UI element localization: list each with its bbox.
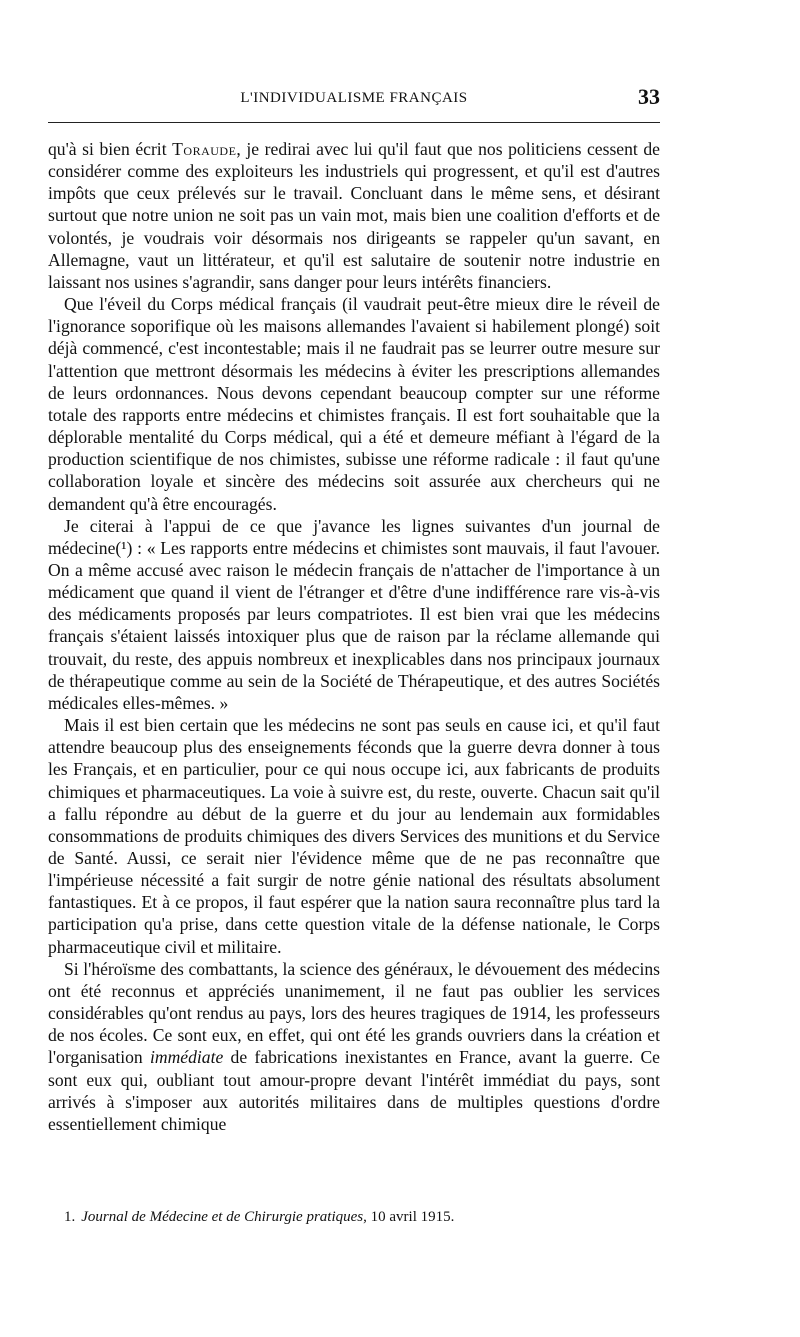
footnote-number: 1. [64, 1209, 76, 1225]
body-text [48, 138, 660, 1135]
paragraph-5: Si l'héroïsme des combattants, la science des généraux, le dévouement des médecins ont été reconnus et appréciés unanimement, il ne faut pas oublier les services considérables qu'ont rendus au pays, lors des heures tragiques de 1914, les professeurs de nos écoles. Ce sont eux, en effet, qui ont été les grands ouvriers dans la création et l'organisation immédiate de fabrications inexistantes en France, avant la guerre. Ce sont eux qui, oubliant tout amour-propre devant l'intérêt immédiat du pays, sont arrivés à s'imposer aux autorités militaires dans de multiples questions d'ordre essentiellement chimique [48, 958, 660, 1134]
footnote [64, 1207, 660, 1227]
paragraph-4: Mais il est bien certain que les médecins ne sont pas seuls en cause ici, et qu'il faut attendre beaucoup plus des enseignements féconds que la guerre devra donner à tous les Français, et en particulier, pour ce qui nous occupe ici, aux fabricants de produits chimiques et pharmaceutiques. La voie à suivre est, du reste, ouverte. Chacun sait qu'il a fallu répondre au début de la guerre et du jour au lendemain aux formidables consommations de produits chimiques des divers Services des munitions et du Service de Santé. Aussi, ce serait nier l'évidence même que de ne pas reconnaître que l'impérieuse nécessité a fait surgir de notre génie national des résultats absolument fantastiques. Et à ce propos, il faut espérer que la nation saura reconnaître plus tard la participation qu'a prise, dans cette question vitale de la défense nationale, le Corps pharmaceutique civil et militaire. [48, 715, 660, 957]
running-title: L'INDIVIDUALISME FRANÇAIS [240, 90, 468, 106]
footnote-reference: (¹) [115, 537, 133, 558]
footnote-journal-title: Journal de Médecine et de Chirurgie pratiques [81, 1209, 364, 1225]
header-rule [48, 122, 660, 123]
emphasis: immédiate [149, 1047, 224, 1068]
author-name: Toraude [172, 139, 237, 159]
paragraph-1: qu'à si bien écrit Toraude, je redirai avec lui qu'il faut que nos politiciens cessent de considérer comme des exploiteurs les industriels qui progressent, et qu'il est d'autres impôts que ceux prélevés sur le travail. Concluant dans le même sens, et désirant surtout que notre union ne soit pas un vain mot, mais bien une coalition d'efforts et de volontés, je voudrais voir désormais nos dirigeants se rappeler qu'un savant, en Allemagne, vaut un littérateur, et qu'il est salutaire de soutenir notre industrie en laissant nos usines s'agrandir, sans danger pour leurs intérêts financiers. [48, 139, 660, 292]
paragraph-3: Je citerai à l'appui de ce que j'avance les lignes suivantes d'un journal de médecine(¹) : « Les rapports entre médecins et chimistes sont mauvais, il faut l'avouer. On a même accusé avec raison le médecin français de n'attacher de l'importance à un médicament que quand il vient de l'étranger et d'être d'une indifférence rare vis-à-vis des médicaments proposés par leurs compatriotes. Il est bien vrai que les médecins français s'étaient laissés intoxiquer plus que de raison par la réclame allemande qui trouvait, du reste, des appuis nombreux et inexplicables dans nos principaux journaux de thérapeutique comme au sein de la Société de Thérapeutique, et des autres Sociétés médicales elles-mêmes. » [48, 515, 660, 713]
page-header [48, 84, 660, 116]
page-number: 33 [638, 84, 660, 109]
footnote-date: , 10 avril 1915. [363, 1209, 455, 1225]
paragraph-2: Que l'éveil du Corps médical français (il vaudrait peut-être mieux dire le réveil de l'ignorance soporifique où les maisons allemandes l'avaient si habilement plongé) soit déjà commencé, c'est incontestable; mais il ne faudrait pas se leurrer outre mesure sur l'attention que mettront désormais les médecins à éviter les prescriptions allemandes de leurs ordonnances. Nous devons cependant beaucoup compter sur une réforme totale des rapports entre médecins et chimistes français. Il est fort souhaitable que la déplorable mentalité du Corps médical, qui a été et demeure méfiant à l'égard de la production scientifique de nos chimistes, subisse une réforme radicale : il faut qu'une collaboration loyale et sincère des médecins soit assurée aux chercheurs qui ne demandent qu'à être encouragés. [48, 294, 660, 514]
